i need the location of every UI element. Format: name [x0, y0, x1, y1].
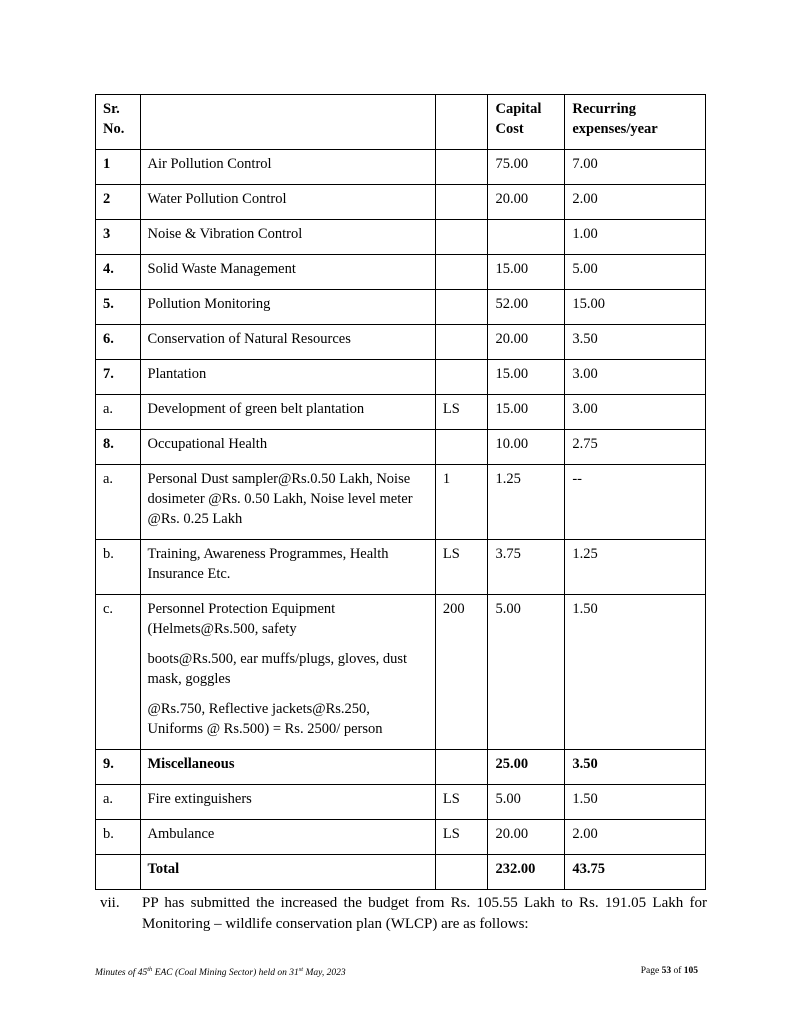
desc-cell: Fire extinguishers	[140, 785, 435, 820]
recurring-cell: 1.00	[565, 220, 706, 255]
table-row	[96, 220, 706, 255]
footer-page-number: Page 53 of 105	[640, 966, 698, 976]
desc-cell: Conservation of Natural Resources	[140, 325, 435, 360]
qty-cell	[435, 855, 488, 890]
recurring-cell: --	[565, 465, 706, 540]
desc-paragraph: Personnel Protection Equipment (Helmets@Rs.500, safety	[147, 601, 336, 637]
recurring-cell: 2.00	[565, 185, 706, 220]
sr-cell: a.	[96, 785, 141, 820]
desc-cell	[140, 595, 435, 750]
qty-cell: LS	[435, 540, 488, 595]
qty-cell	[435, 750, 488, 785]
desc-cell: Pollution Monitoring	[140, 290, 435, 325]
qty-cell	[435, 360, 488, 395]
desc-cell: Plantation	[140, 360, 435, 395]
desc-cell: Development of green belt plantation	[140, 395, 435, 430]
capital-cell: 20.00	[488, 820, 565, 855]
table-row	[96, 255, 706, 290]
qty-cell: LS	[435, 820, 488, 855]
capital-cell: 5.00	[488, 595, 565, 750]
table-row	[96, 150, 706, 185]
header-quantity	[435, 95, 488, 150]
sr-cell: c.	[96, 595, 141, 750]
sr-cell: b.	[96, 820, 141, 855]
recurring-cell: 15.00	[565, 290, 706, 325]
capital-cell	[488, 220, 565, 255]
header-recurring-expenses: Recurring expenses/year	[565, 95, 706, 150]
desc-cell: Ambulance	[140, 820, 435, 855]
qty-cell	[435, 430, 488, 465]
sr-cell: 9.	[96, 750, 141, 785]
budget-table	[95, 94, 706, 890]
desc-cell: Personal Dust sampler@Rs.0.50 Lakh, Noise dosimeter @Rs. 0.50 Lakh, Noise level meter @Rs. 0.25 Lakh	[140, 465, 435, 540]
table-row	[96, 465, 706, 540]
capital-cell: 10.00	[488, 430, 565, 465]
total-label: Total	[140, 855, 435, 890]
desc-paragraph: @Rs.750, Reflective jackets@Rs.250, Uniforms @ Rs.500) = Rs. 2500/ person	[147, 701, 383, 737]
sr-cell: a.	[96, 465, 141, 540]
point-number: vii.	[100, 895, 120, 911]
capital-cell: 5.00	[488, 785, 565, 820]
sr-cell: a.	[96, 395, 141, 430]
point-vii	[100, 893, 707, 935]
table-row	[96, 430, 706, 465]
recurring-cell: 2.00	[565, 820, 706, 855]
desc-cell: Water Pollution Control	[140, 185, 435, 220]
qty-cell: LS	[435, 785, 488, 820]
desc-cell: Miscellaneous	[140, 750, 435, 785]
recurring-cell: 5.00	[565, 255, 706, 290]
header-sr-no: Sr. No.	[96, 95, 141, 150]
total-row	[96, 855, 706, 890]
total-capital: 232.00	[488, 855, 565, 890]
recurring-cell: 1.50	[565, 785, 706, 820]
capital-cell: 15.00	[488, 360, 565, 395]
table-row	[96, 325, 706, 360]
recurring-cell: 1.25	[565, 540, 706, 595]
capital-cell: 15.00	[488, 395, 565, 430]
table-row	[96, 785, 706, 820]
footer-meeting-title: Minutes of 45th EAC (Coal Mining Sector) held on 31st May, 2023	[95, 966, 346, 979]
header-description	[140, 95, 435, 150]
recurring-cell: 1.50	[565, 595, 706, 750]
table-header-row	[96, 95, 706, 150]
table-row	[96, 360, 706, 395]
sr-cell: 4.	[96, 255, 141, 290]
table-row	[96, 820, 706, 855]
qty-cell	[435, 290, 488, 325]
header-capital-cost: Capital Cost	[488, 95, 565, 150]
table-row	[96, 290, 706, 325]
sr-cell: 6.	[96, 325, 141, 360]
table-row	[96, 185, 706, 220]
desc-paragraph: boots@Rs.500, ear muffs/plugs, gloves, dust mask, goggles	[147, 651, 408, 687]
recurring-cell: 3.00	[565, 395, 706, 430]
capital-cell: 75.00	[488, 150, 565, 185]
capital-cell: 1.25	[488, 465, 565, 540]
sr-cell: 1	[96, 150, 141, 185]
table-row	[96, 540, 706, 595]
qty-cell	[435, 150, 488, 185]
sr-cell: 2	[96, 185, 141, 220]
recurring-cell: 3.50	[565, 325, 706, 360]
qty-cell	[435, 255, 488, 290]
recurring-cell: 3.50	[565, 750, 706, 785]
qty-cell: LS	[435, 395, 488, 430]
desc-cell: Occupational Health	[140, 430, 435, 465]
capital-cell: 52.00	[488, 290, 565, 325]
qty-cell: 1	[435, 465, 488, 540]
capital-cell: 20.00	[488, 325, 565, 360]
qty-cell	[435, 325, 488, 360]
capital-cell: 3.75	[488, 540, 565, 595]
capital-cell: 20.00	[488, 185, 565, 220]
desc-cell: Air Pollution Control	[140, 150, 435, 185]
qty-cell	[435, 220, 488, 255]
sr-cell: 5.	[96, 290, 141, 325]
recurring-cell: 2.75	[565, 430, 706, 465]
recurring-cell: 3.00	[565, 360, 706, 395]
capital-cell: 25.00	[488, 750, 565, 785]
sr-cell: b.	[96, 540, 141, 595]
sr-cell: 3	[96, 220, 141, 255]
total-recurring: 43.75	[565, 855, 706, 890]
desc-cell: Noise & Vibration Control	[140, 220, 435, 255]
desc-cell: Training, Awareness Programmes, Health Insurance Etc.	[140, 540, 435, 595]
table-row	[96, 595, 706, 750]
table-row	[96, 750, 706, 785]
sr-cell: 8.	[96, 430, 141, 465]
sr-cell	[96, 855, 141, 890]
sr-cell: 7.	[96, 360, 141, 395]
point-text: PP has submitted the increased the budget from Rs. 105.55 Lakh to Rs. 191.05 Lakh for Monitoring – wildlife conservation plan (WLCP) are as follows:	[142, 895, 707, 932]
qty-cell: 200	[435, 595, 488, 750]
table-row	[96, 395, 706, 430]
qty-cell	[435, 185, 488, 220]
capital-cell: 15.00	[488, 255, 565, 290]
recurring-cell: 7.00	[565, 150, 706, 185]
desc-cell: Solid Waste Management	[140, 255, 435, 290]
